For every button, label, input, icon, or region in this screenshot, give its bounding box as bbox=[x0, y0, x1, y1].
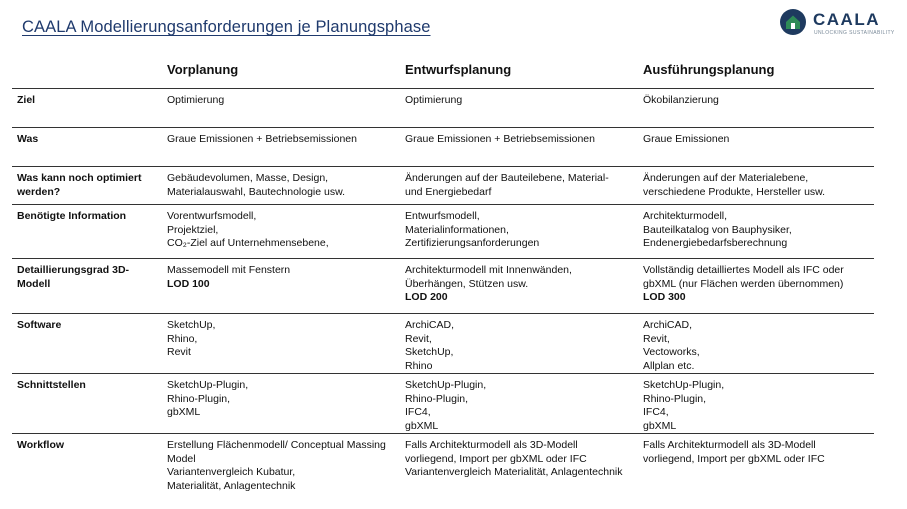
table-row bbox=[12, 433, 874, 500]
cell-line: SketchUp-Plugin, bbox=[405, 379, 487, 391]
table-row bbox=[12, 258, 874, 314]
cell-line: Revit bbox=[167, 346, 191, 358]
logo-tagline: UNLOCKING SUSTAINABILITY bbox=[814, 30, 895, 36]
row-label: Ziel bbox=[17, 94, 36, 106]
table-cell bbox=[643, 172, 871, 199]
cell-line: und Energiebedarf bbox=[405, 185, 492, 198]
cell-line: Architekturmodell mit Innenwänden, bbox=[405, 264, 572, 276]
cell-line: ArchiCAD, bbox=[643, 319, 693, 331]
cell-line: Falls Architekturmodell als 3D-Modell bbox=[643, 439, 816, 451]
cell-line: Variantenvergleich Materialität, Anlagentechnik bbox=[405, 466, 623, 478]
row-label: Schnittstellen bbox=[17, 379, 86, 391]
cell-line: Bauteilkatalog von Bauphysiker, bbox=[643, 223, 792, 236]
cell-line: Model bbox=[167, 452, 196, 465]
row-label: Software bbox=[17, 319, 62, 331]
cell-line: Allplan etc. bbox=[643, 359, 695, 372]
cell-line: Rhino-Plugin, bbox=[405, 392, 469, 405]
cell-line: Überhängen, Stützen usw. bbox=[405, 277, 529, 290]
table-cell bbox=[643, 439, 871, 466]
cell-line: vorliegend, Import per gbXML oder IFC bbox=[405, 452, 587, 465]
table-cell bbox=[167, 210, 392, 251]
logo-wordmark: CAALA bbox=[813, 10, 880, 29]
cell-line: Erstellung Flächenmodell/ Conceptual Massing bbox=[167, 439, 386, 451]
table-cell bbox=[405, 133, 635, 147]
row-label: Was bbox=[17, 133, 39, 145]
cell-line: Revit, bbox=[643, 332, 670, 345]
cell-line: ArchiCAD, bbox=[405, 319, 455, 331]
page-title: CAALA Modellierungsanforderungen je Planungsphase bbox=[22, 18, 431, 36]
lod-level: LOD 100 bbox=[167, 277, 210, 290]
house-logo-icon bbox=[779, 8, 807, 36]
cell-line: SketchUp-Plugin, bbox=[643, 379, 725, 391]
table-cell bbox=[643, 94, 871, 108]
cell-line: Vectoworks, bbox=[643, 346, 700, 358]
table-row bbox=[12, 313, 874, 374]
cell-line: Massemodell mit Fenstern bbox=[167, 264, 291, 276]
table-cell bbox=[643, 133, 871, 147]
cell-line: Vollständig detailliertes Modell als IFC oder bbox=[643, 264, 844, 276]
table-row bbox=[12, 204, 874, 259]
column-header-ausfuehrungsplanung: Ausführungsplanung bbox=[643, 62, 775, 77]
cell-line: Optimierung bbox=[405, 94, 463, 106]
table-cell bbox=[167, 264, 392, 291]
row-label: Workflow bbox=[17, 439, 65, 451]
row-label: Benötigte Information bbox=[17, 210, 127, 222]
table-cell bbox=[643, 379, 871, 433]
cell-line: Graue Emissionen + Betriebsemissionen bbox=[167, 133, 357, 145]
cell-line: Falls Architekturmodell als 3D-Modell bbox=[405, 439, 578, 451]
cell-line: gbXML bbox=[167, 406, 201, 418]
cell-line: Architekturmodell, bbox=[643, 210, 728, 222]
cell-line: Rhino-Plugin, bbox=[167, 392, 231, 405]
table-cell bbox=[405, 319, 635, 373]
table-cell bbox=[405, 439, 635, 480]
table-row bbox=[12, 88, 874, 128]
cell-line: Entwurfsmodell, bbox=[405, 210, 480, 222]
cell-line: vorliegend, Import per gbXML oder IFC bbox=[643, 452, 825, 465]
table-cell bbox=[167, 172, 392, 199]
column-header-entwurfsplanung: Entwurfsplanung bbox=[405, 62, 512, 77]
table-row bbox=[12, 373, 874, 434]
cell-line: SketchUp, bbox=[167, 319, 216, 331]
caala-logo bbox=[779, 8, 895, 40]
cell-line: Änderungen auf der Materialebene, bbox=[643, 172, 809, 184]
cell-line: IFC4, bbox=[405, 406, 431, 418]
cell-line: Rhino, bbox=[167, 332, 198, 345]
cell-line: SketchUp, bbox=[405, 346, 454, 358]
table-cell bbox=[167, 133, 392, 147]
cell-line: Revit, bbox=[405, 332, 432, 345]
cell-line: gbXML (nur Flächen werden übernommen) bbox=[643, 277, 844, 290]
cell-line: Materialinformationen, bbox=[405, 223, 509, 236]
cell-line: Projektziel, bbox=[167, 223, 219, 236]
table-cell bbox=[405, 210, 635, 251]
cell-line: CO₂-Ziel auf Unternehmensebene, bbox=[167, 237, 329, 249]
table-cell bbox=[643, 210, 871, 251]
cell-line: Rhino bbox=[405, 359, 433, 372]
cell-line: Vorentwurfsmodell, bbox=[167, 210, 257, 222]
table-cell bbox=[167, 94, 392, 108]
column-header-vorplanung: Vorplanung bbox=[167, 62, 239, 77]
table-row bbox=[12, 127, 874, 167]
table-cell bbox=[405, 264, 635, 305]
lod-level: LOD 300 bbox=[643, 291, 686, 303]
cell-line: Gebäudevolumen, Masse, Design, bbox=[167, 172, 329, 184]
table-row bbox=[12, 166, 874, 205]
table-cell bbox=[405, 379, 635, 433]
cell-line: Änderungen auf der Bauteilebene, Material- bbox=[405, 172, 609, 184]
cell-line: Optimierung bbox=[167, 94, 225, 106]
cell-line: Rhino-Plugin, bbox=[643, 392, 707, 405]
row-label: Detaillierungsgrad 3D-Modell bbox=[17, 264, 130, 290]
cell-line: IFC4, bbox=[643, 406, 669, 418]
table-cell bbox=[643, 319, 871, 373]
table-cell bbox=[167, 379, 392, 420]
table-cell bbox=[167, 319, 392, 360]
row-label: Was kann noch optimiert werden? bbox=[17, 172, 142, 198]
cell-line: gbXML bbox=[643, 419, 677, 432]
lod-level: LOD 200 bbox=[405, 291, 448, 303]
cell-line: Variantenvergleich Kubatur, bbox=[167, 466, 296, 478]
cell-line: gbXML bbox=[405, 419, 439, 432]
table-cell bbox=[405, 172, 635, 199]
table-cell bbox=[167, 439, 392, 493]
table-cell bbox=[643, 264, 871, 305]
cell-line: Zertifizierungsanforderungen bbox=[405, 237, 540, 249]
table-cell bbox=[405, 94, 635, 108]
cell-line: Ökobilanzierung bbox=[643, 94, 719, 106]
cell-line: Graue Emissionen + Betriebsemissionen bbox=[405, 133, 595, 145]
cell-line: Materialauswahl, Bautechnologie usw. bbox=[167, 185, 346, 198]
cell-line: Graue Emissionen bbox=[643, 133, 730, 145]
cell-line: Materialität, Anlagentechnik bbox=[167, 479, 296, 492]
cell-line: verschiedene Produkte, Hersteller usw. bbox=[643, 185, 826, 198]
cell-line: SketchUp-Plugin, bbox=[167, 379, 249, 391]
cell-line: Endenergiebedarfsberechnung bbox=[643, 237, 788, 249]
